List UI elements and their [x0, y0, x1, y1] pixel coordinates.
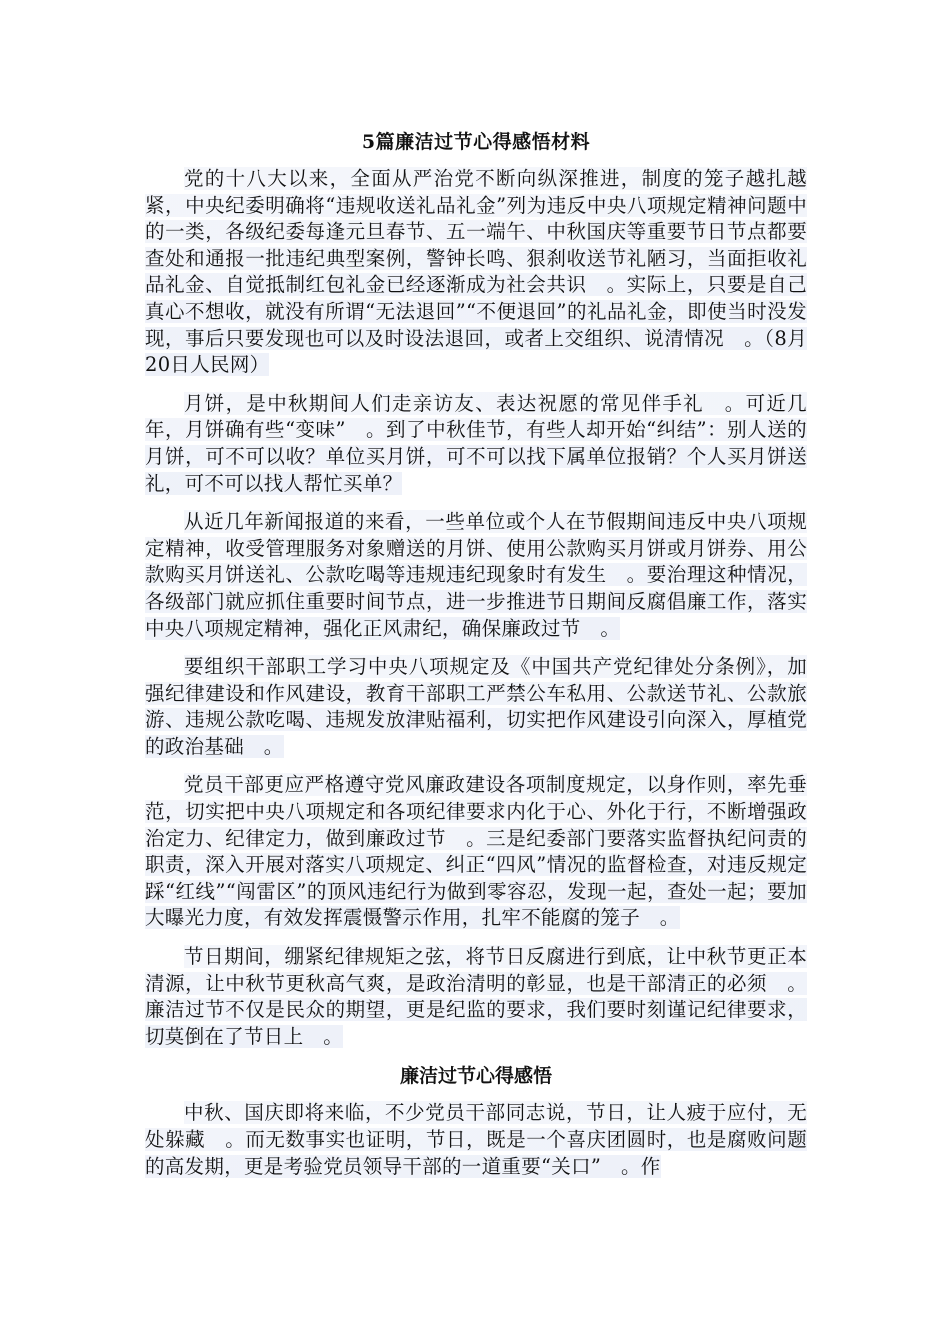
paragraph-text: 月饼，是中秋期间人们走亲访友、表达祝愿的常见伴手礼 。可近几年，月饼确有些“变味” 。到了中秋佳节，有些人却开始“纠结”：别人送的月饼，可不可以收？单位买月饼，可不可以找下属单位报销？个人买月饼送礼，可不可以找人帮忙买单？	[145, 391, 807, 495]
paragraph	[145, 391, 807, 497]
paragraph-text: 党员干部更应严格遵守党风廉政建设各项制度规定，以身作则，率先垂范，切实把中央八项规定和各项纪律要求内化于心、外化于行，不断增强政治定力、纪律定力，做到廉政过节 。三是纪委部门要落实监督执纪问责的职责，深入开展对落实八项规定、纠正“四风”情况的监督检查，对违反规定踩“红线”“闯雷区”的顶风违纪行为做到零容忍，发现一起，查处一起；要加大曝光力度，有效发挥震慑警示作用，扎牢不能腐的笼子 。	[145, 773, 807, 930]
paragraph	[145, 166, 807, 379]
paragraph-text: 党的十八大以来，全面从严治党不断向纵深推进，制度的笼子越扎越紧，中央纪委明确将“违规收送礼品礼金”列为违反中央八项规定精神问题中的一类，各级纪委每逢元旦春节、五一端午、中秋国庆等重要节日节点都要查处和通报一批违纪典型案例，警钟长鸣、狠刹收送节礼陋习，当面拒收礼品礼金、自觉抵制红包礼金已经逐渐成为社会共识 。实际上，只要是自己真心不想收，就没有所谓“无法退回”“不便退回”的礼品礼金，即使当时没发现，事后只要发现也可以及时设法退回，或者上交组织、说清情况 。（8月20日人民网）	[145, 167, 807, 377]
document-title: 5篇廉洁过节心得感悟材料	[361, 131, 591, 153]
paragraph	[145, 772, 807, 932]
paragraph	[145, 1100, 807, 1180]
paragraph	[145, 654, 807, 760]
paragraph-text: 中秋、国庆即将来临，不少党员干部同志说，节日，让人疲于应付，无处躲藏 。而无数事实也证明，节日，既是一个喜庆团圆时，也是腐败问题的高发期，更是考验党员领导干部的一道重要“关口” 。作	[145, 1101, 807, 1178]
document-page	[145, 128, 807, 1192]
section-heading: 廉洁过节心得感悟	[399, 1065, 552, 1088]
paragraph-text: 从近几年新闻报道的来看，一些单位或个人在节假期间违反中央八项规定精神，收受管理服务对象赠送的月饼、使用公款购买月饼或月饼券、用公款购买月饼送礼、公款吃喝等违规违纪现象时有发生 。要治理这种情况，各级部门就应抓住重要时间节点，进一步推进节日期间反腐倡廉工作，落实中央八项规定精神，强化正风肃纪，确保廉政过节 。	[145, 510, 807, 640]
paragraph-text: 要组织干部职工学习中央八项规定及《中国共产党纪律处分条例》，加强纪律建设和作风建设，教育干部职工严禁公车私用、公款送节礼、公款旅游、违规公款吃喝、违规发放津贴福利，切实把作风建设引向深入，厚植党的政治基础 。	[145, 655, 807, 758]
paragraph	[145, 509, 807, 642]
paragraph	[145, 944, 807, 1050]
paragraph-text: 节日期间，绷紧纪律规矩之弦，将节日反腐进行到底，让中秋节更正本清源，让中秋节更秋高气爽，是政治清明的彰显，也是干部清正的必须 。廉洁过节不仅是民众的期望，更是纪监的要求，我们要时刻谨记纪律要求，切莫倒在了节日上 。	[145, 945, 807, 1048]
